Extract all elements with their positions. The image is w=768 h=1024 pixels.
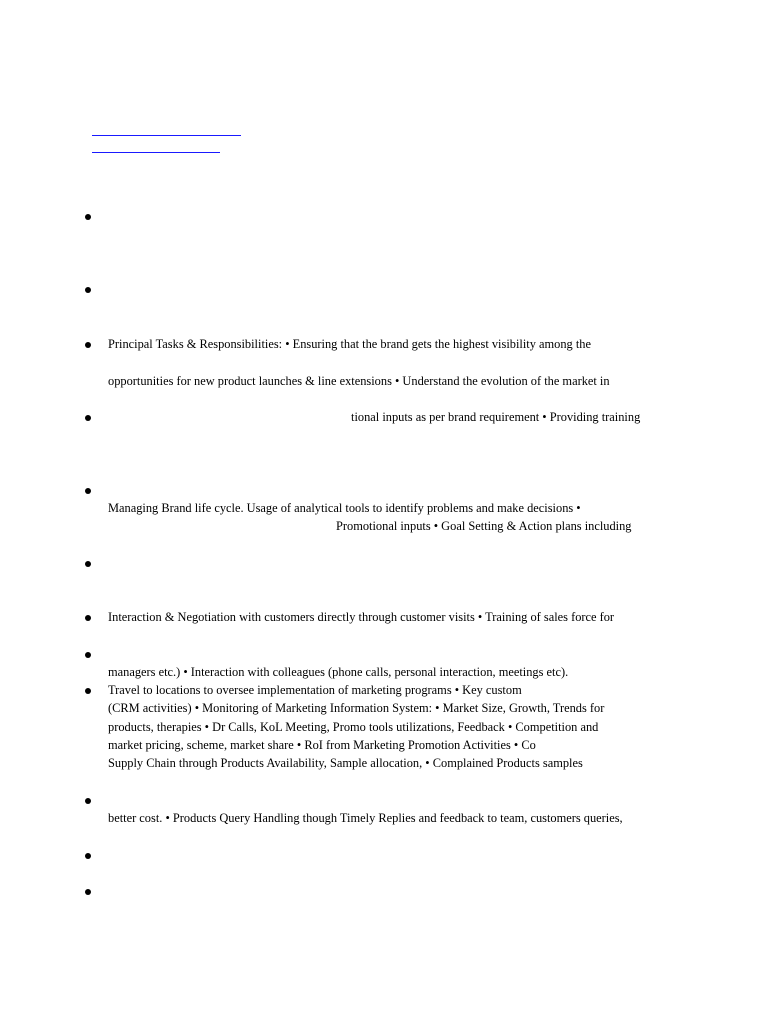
list-item-text: Supply Chain through Products Availability, Sample allocation, • Complained Products samples [108, 756, 583, 770]
list-bullet [85, 853, 91, 859]
list-bullet [85, 488, 91, 494]
list-bullet [85, 342, 91, 348]
list-item-text: managers etc.) • Interaction with colleagues (phone calls, personal interaction, meetings etc). [108, 665, 569, 679]
list-item-text: opportunities for new product launches & line extensions • Understand the evolution of the market in [108, 374, 610, 388]
list-item-text: Travel to locations to oversee implementation of marketing programs • Key custom [108, 683, 522, 697]
list-item-text: market pricing, scheme, market share • RoI from Marketing Promotion Activities • Co [108, 738, 536, 752]
list-bullet [85, 889, 91, 895]
list-item-text: tional inputs as per brand requirement • Providing training [351, 410, 641, 424]
list-item-text: Principal Tasks & Responsibilities: • Ensuring that the brand gets the highest visibility among the [108, 337, 591, 351]
list-item-text: Promotional inputs • Goal Setting & Action plans including [336, 519, 632, 533]
list-bullet [85, 615, 91, 621]
list-bullet [85, 652, 91, 658]
list-item-text: (CRM activities) • Monitoring of Marketing Information System: • Market Size, Growth, Trends for [108, 701, 605, 715]
list-bullet [85, 798, 91, 804]
list-bullet [85, 561, 91, 567]
list-item-text: Interaction & Negotiation with customers directly through customer visits • Training of sales force for [108, 610, 615, 624]
list-item-text: products, therapies • Dr Calls, KoL Meeting, Promo tools utilizations, Feedback • Competition and [108, 720, 599, 734]
list-bullet [85, 214, 91, 220]
list-bullet [85, 415, 91, 421]
list-bullet [85, 287, 91, 293]
list-item-text: better cost. • Products Query Handling though Timely Replies and feedback to team, customers queries, [108, 811, 623, 825]
list-item-text: Managing Brand life cycle. Usage of analytical tools to identify problems and make decisions • [108, 501, 581, 515]
link-1[interactable] [92, 135, 241, 136]
link-2[interactable] [92, 152, 220, 153]
list-bullet [85, 688, 91, 694]
